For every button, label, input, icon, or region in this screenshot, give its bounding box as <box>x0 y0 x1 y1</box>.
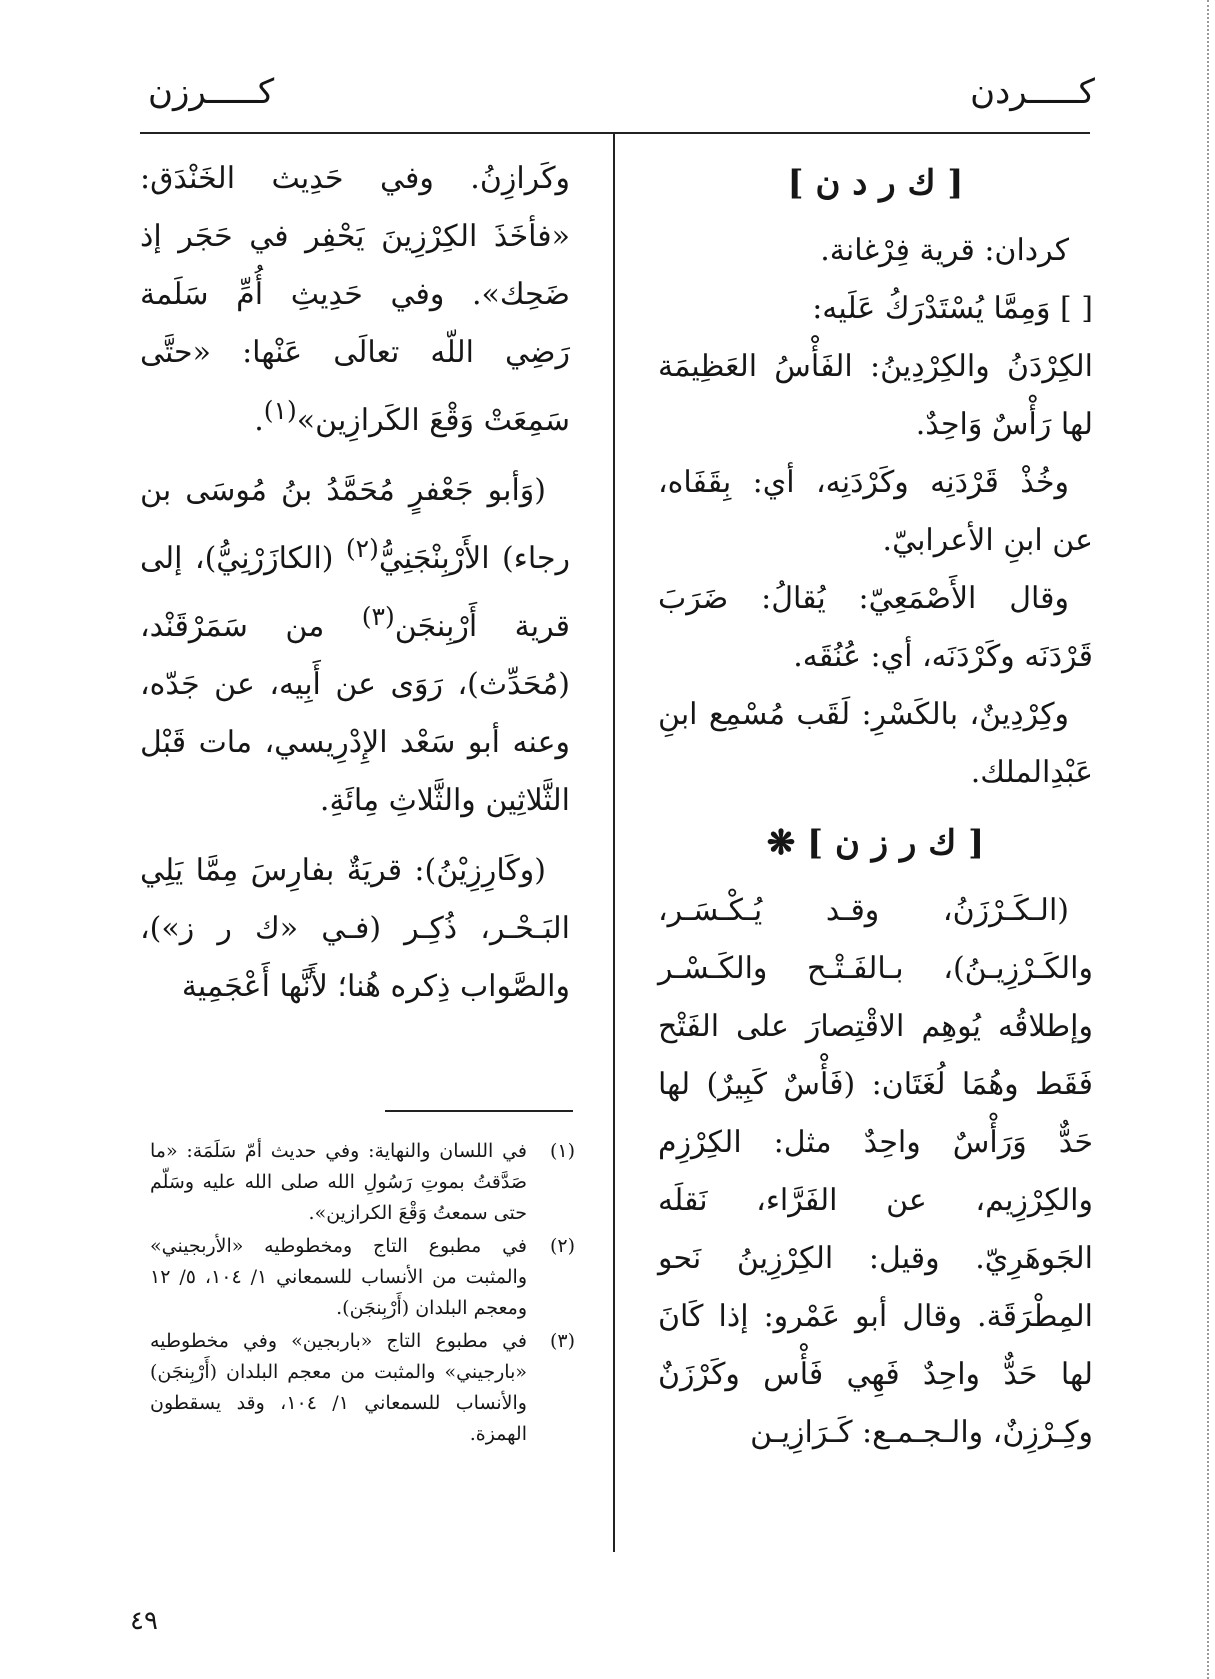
paragraph-text: من سَمَرْقَنْد، (مُحَدِّث)، رَوَى عن أَبِيه، عن جَدّه، وعنه أبو سَعْد الإِدْرِيسي، مات قَبْل الثَّلاثِين والثَّلاثِ مِائَةِ. <box>140 609 570 818</box>
paragraph: وكِرْدِينٌ، بالكَسْرِ: لَقَب مُسْمِع ابنِ عَبْدِالملك. <box>658 697 1093 790</box>
footnote-text: في اللسان والنهاية: وفي حديث أمّ سَلَمَة: «ما صَدَّقتُ بموتِ رَسُولِ الله صلى الله عليه وسَلّم حتى سمعتُ وَقْعَ الكرازين». <box>150 1140 527 1224</box>
paragraph: وقال الأَصْمَعِيّ: يُقالُ: ضَرَبَ قَرْدَنَه وكَرْدَنَه، أي: عُنُقَه. <box>658 581 1093 674</box>
footnote-number: (١) <box>549 1140 575 1162</box>
footnote <box>150 1136 575 1229</box>
left-column <box>140 150 570 1016</box>
footnote-text: في مطبوع التاج ومخطوطيه «الأربجيني» والمثبت من الأنساب للسمعاني ١/ ١٠٤، ٥/ ١٢ ومعجم البلدان (أَرْبِنجَن). <box>150 1235 527 1319</box>
page-edge <box>1207 0 1209 1679</box>
header-rule <box>140 132 1090 134</box>
page-number: ٤٩ <box>130 1606 158 1636</box>
footnote <box>150 1326 575 1450</box>
footnote-text: في مطبوع التاج «باربجين» وفي مخطوطيه «بارجيني» والمثبت من معجم البلدان (أَرْبِنجَن) والأنساب للسمعاني ١/ ١٠٤، وقد يسقطون الهمزة. <box>150 1330 527 1445</box>
footnote-ref: (٢) <box>345 534 379 563</box>
footnote-number: (٢) <box>549 1235 575 1257</box>
column-divider <box>613 134 615 1552</box>
right-column <box>658 150 1093 1462</box>
paragraph: [ ] وَمِمَّا يُسْتَدْرَكُ عَلَيه: <box>812 291 1093 326</box>
footnote-rule <box>385 1110 573 1112</box>
footnote-ref: (١) <box>263 396 297 425</box>
footnote-number: (٣) <box>549 1330 575 1352</box>
running-header-left: كـــــرزن <box>148 72 275 112</box>
paragraph: كردان: قرية فِرْغانة. <box>820 233 1069 268</box>
footnote-ref: (٣) <box>361 602 395 631</box>
paragraph-text: . <box>254 403 264 438</box>
paragraph: الكِرْدَنُ والكِرْدِينُ: الفَأْسُ العَظِيمَة لها رَأْسٌ وَاحِدٌ. <box>658 349 1093 442</box>
paragraph <box>140 462 570 830</box>
footnote <box>150 1231 575 1324</box>
footnotes <box>150 1136 575 1452</box>
paragraph-text: (الكازَرْنِيُّ)، إلى قرية أَرْبِنجَن <box>140 541 570 644</box>
running-header-right: كـــــردن <box>970 72 1095 112</box>
paragraph <box>140 150 570 450</box>
paragraph-text: وكَرازِنُ. وفي حَدِيث الخَنْدَق: «فأخَذَ الكِرْزِينَ يَحْفِر في حَجَر إذ ضَحِك». وفي حَدِيثِ أُمِّ سَلَمة رَضِي اللّه تعالَى عَنْها: «حتَّى سَمِعَتْ وَقْعَ الكَرازِين» <box>140 161 570 438</box>
entry-heading-krzn: [ ك ر ز ن ] ❋ <box>766 823 985 863</box>
paragraph: (الـكَـرْزَنُ، وقـد يُـكْـسَـر، والكَـرْزِيـنُ)، بـالفَـتْـح والكَـسْـر وإطلاقُه يُوهِم الاقْتِصارَ على الفَتْح فَقَط وهُمَا لُغَتَان: (فَأْسٌ كَبِيرٌ) لها حَدٌّ وَرَأْسٌ واحِدٌ مثل: الكِرْزِم والكِرْزِيم، عن الفَرَّاء، نَقلَه الجَوهَرِيّ. وقيل: الكِرْزِينُ نَحو المِطْرَقَة. وقال أبو عَمْرو: إذا كَانَ لها حَدٌّ واحِدٌ فَهِي فَأْس وكَرْزَنٌ وكِـرْزِنٌ، والـجـمـع: كَـرَازِيـن <box>658 893 1093 1450</box>
paragraph: وخُذْ قَرْدَنِه وكَرْدَنِه، أي: بِقَفَاه، عن ابنِ الأعرابيّ. <box>658 465 1093 558</box>
entry-heading-krdn: [ ك ر د ن ] <box>787 163 964 203</box>
paragraph-text: (وَأبو جَعْفرٍ مُحَمَّدُ بنُ مُوسَى بن رجاء) الأَرْبِنْجَنِيُّ <box>140 473 571 576</box>
paragraph: (وكَارِزِيْنُ): قريَةٌ بفارِسَ مِمَّا يَلِي البَـحْـر، ذُكِـر (فـي «ك ر ز»)، والصَّواب ذِكره هُنا؛ لأَنَّها أَعْجَمِية <box>140 853 570 1004</box>
